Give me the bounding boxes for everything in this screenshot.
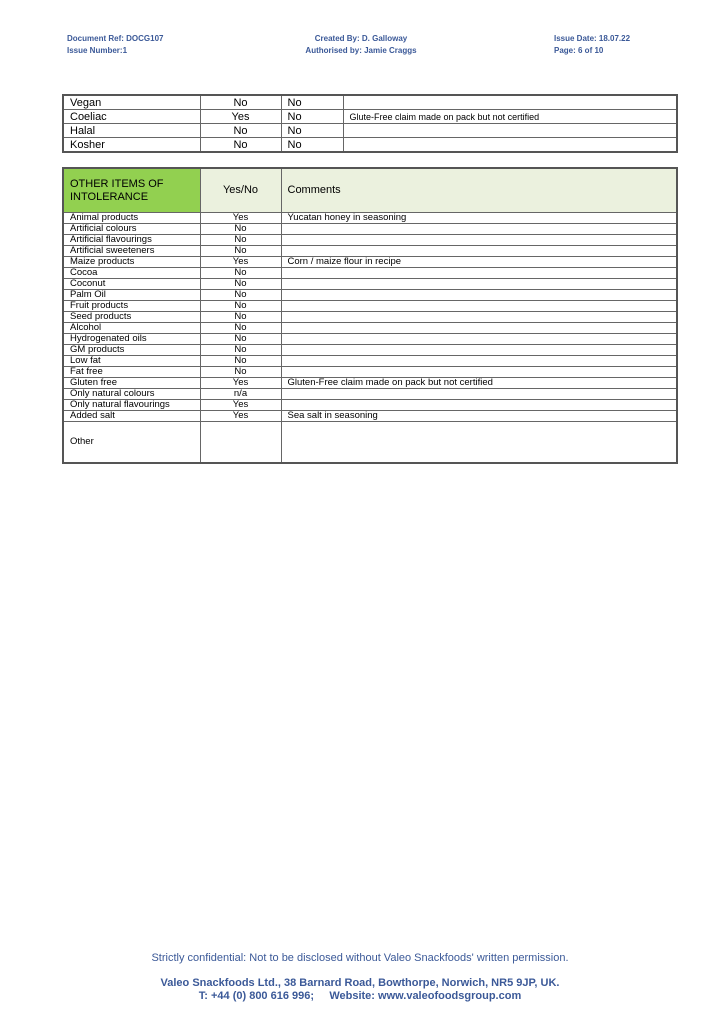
intolerance-item: Fruit products	[63, 301, 200, 312]
intolerance-row	[63, 345, 677, 356]
intolerance-value: Yes	[200, 411, 281, 422]
diet-note	[343, 138, 677, 153]
diet-row	[63, 138, 677, 153]
intolerance-comment	[281, 246, 677, 257]
diet-item: Vegan	[63, 95, 200, 110]
intolerance-comment: Corn / maize flour in recipe	[281, 257, 677, 268]
diet-row	[63, 124, 677, 138]
header-left	[67, 33, 163, 57]
intolerance-item: Coconut	[63, 279, 200, 290]
intolerance-value: No	[200, 334, 281, 345]
intolerance-comment	[281, 367, 677, 378]
intolerance-item: Low fat	[63, 356, 200, 367]
intolerance-value: Yes	[200, 257, 281, 268]
intolerance-value: No	[200, 323, 281, 334]
intolerance-comment	[281, 356, 677, 367]
intolerance-item: Artificial sweeteners	[63, 246, 200, 257]
header-item: OTHER ITEMS OF INTOLERANCE	[63, 168, 200, 213]
intolerance-value: No	[200, 367, 281, 378]
intolerance-row	[63, 367, 677, 378]
intolerance-row	[63, 378, 677, 389]
doc-ref: Document Ref: DOCG107	[67, 34, 164, 43]
diet-value-2: No	[281, 95, 343, 110]
intolerance-comment: Yucatan honey in seasoning	[281, 213, 677, 224]
intolerance-value: No	[200, 356, 281, 367]
intolerance-item: Maize products	[63, 257, 200, 268]
diet-value-2: No	[281, 138, 343, 153]
intolerance-row	[63, 268, 677, 279]
intolerance-item: Only natural flavourings	[63, 400, 200, 411]
intolerance-value: No	[200, 290, 281, 301]
intolerance-value: Yes	[200, 400, 281, 411]
intolerance-value: Yes	[200, 213, 281, 224]
authorised-by: Authorised by: Jamie Craggs	[305, 46, 417, 55]
intolerance-value: No	[200, 246, 281, 257]
intolerance-comment	[281, 301, 677, 312]
intolerance-row	[63, 301, 677, 312]
intolerance-item: Artificial colours	[63, 224, 200, 235]
diet-item: Kosher	[63, 138, 200, 153]
intolerance-comment: Sea salt in seasoning	[281, 411, 677, 422]
intolerance-value: No	[200, 345, 281, 356]
intolerance-comment	[281, 323, 677, 334]
company-address: Valeo Snackfoods Ltd., 38 Barnard Road, Bowthorpe, Norwich, NR5 9JP, UK.	[160, 977, 560, 989]
intolerance-row	[63, 334, 677, 345]
intolerance-row	[63, 389, 677, 400]
intolerance-value: No	[200, 301, 281, 312]
intolerance-table	[62, 167, 678, 464]
intolerance-item: Animal products	[63, 213, 200, 224]
issue-number: Issue Number:1	[67, 46, 128, 55]
diet-value-1: No	[200, 138, 281, 153]
header-comments: Comments	[281, 168, 677, 213]
intolerance-comment	[281, 422, 677, 464]
issue-date: Issue Date: 18.07.22	[554, 34, 631, 43]
intolerance-item: Palm Oil	[63, 290, 200, 301]
intolerance-item: Seed products	[63, 312, 200, 323]
diet-note	[343, 124, 677, 138]
intolerance-value: No	[200, 235, 281, 246]
diet-value-2: No	[281, 124, 343, 138]
intolerance-row	[63, 411, 677, 422]
intolerance-value: Yes	[200, 378, 281, 389]
intolerance-row	[63, 246, 677, 257]
intolerance-header-row	[63, 168, 677, 213]
intolerance-item: Artificial flavourings	[63, 235, 200, 246]
intolerance-comment	[281, 235, 677, 246]
intolerance-comment	[281, 279, 677, 290]
intolerance-row	[63, 312, 677, 323]
diet-row	[63, 95, 677, 110]
intolerance-value: No	[200, 279, 281, 290]
diet-note: Glute-Free claim made on pack but not certified	[343, 110, 677, 124]
company-contact: T: +44 (0) 800 616 996; Website: www.valeofoodsgroup.com	[198, 990, 522, 1002]
intolerance-comment	[281, 345, 677, 356]
header-middle	[304, 33, 418, 57]
intolerance-comment	[281, 312, 677, 323]
intolerance-row-other	[63, 422, 677, 464]
intolerance-value: No	[200, 224, 281, 235]
intolerance-item: GM products	[63, 345, 200, 356]
intolerance-comment	[281, 334, 677, 345]
diet-note	[343, 95, 677, 110]
intolerance-value: n/a	[200, 389, 281, 400]
intolerance-comment	[281, 400, 677, 411]
intolerance-value: No	[200, 268, 281, 279]
intolerance-value: No	[200, 312, 281, 323]
intolerance-row	[63, 279, 677, 290]
intolerance-item: Hydrogenated oils	[63, 334, 200, 345]
intolerance-row	[63, 400, 677, 411]
intolerance-row	[63, 257, 677, 268]
intolerance-comment	[281, 389, 677, 400]
intolerance-item: Only natural colours	[63, 389, 200, 400]
intolerance-row	[63, 323, 677, 334]
diet-value-1: No	[200, 95, 281, 110]
intolerance-row	[63, 213, 677, 224]
header-right	[554, 33, 630, 57]
diet-item: Coeliac	[63, 110, 200, 124]
diet-value-1: Yes	[200, 110, 281, 124]
intolerance-value	[200, 422, 281, 464]
diet-table	[62, 94, 678, 153]
intolerance-item: Alcohol	[63, 323, 200, 334]
intolerance-item: Gluten free	[63, 378, 200, 389]
intolerance-comment	[281, 268, 677, 279]
intolerance-row	[63, 224, 677, 235]
intolerance-comment	[281, 224, 677, 235]
diet-item: Halal	[63, 124, 200, 138]
intolerance-item: Fat free	[63, 367, 200, 378]
intolerance-item: Other	[63, 422, 200, 464]
intolerance-comment	[281, 290, 677, 301]
intolerance-row	[63, 356, 677, 367]
intolerance-item: Cocoa	[63, 268, 200, 279]
confidential-notice: Strictly confidential: Not to be disclosed without Valeo Snackfoods' written permission.	[151, 952, 569, 964]
diet-value-1: No	[200, 124, 281, 138]
intolerance-row	[63, 290, 677, 301]
diet-value-2: No	[281, 110, 343, 124]
intolerance-comment: Gluten-Free claim made on pack but not certified	[281, 378, 677, 389]
page-number: Page: 6 of 10	[554, 46, 604, 55]
header-yesno: Yes/No	[200, 168, 281, 213]
created-by: Created By: D. Galloway	[314, 34, 408, 43]
intolerance-row	[63, 235, 677, 246]
diet-row	[63, 110, 677, 124]
intolerance-item: Added salt	[63, 411, 200, 422]
